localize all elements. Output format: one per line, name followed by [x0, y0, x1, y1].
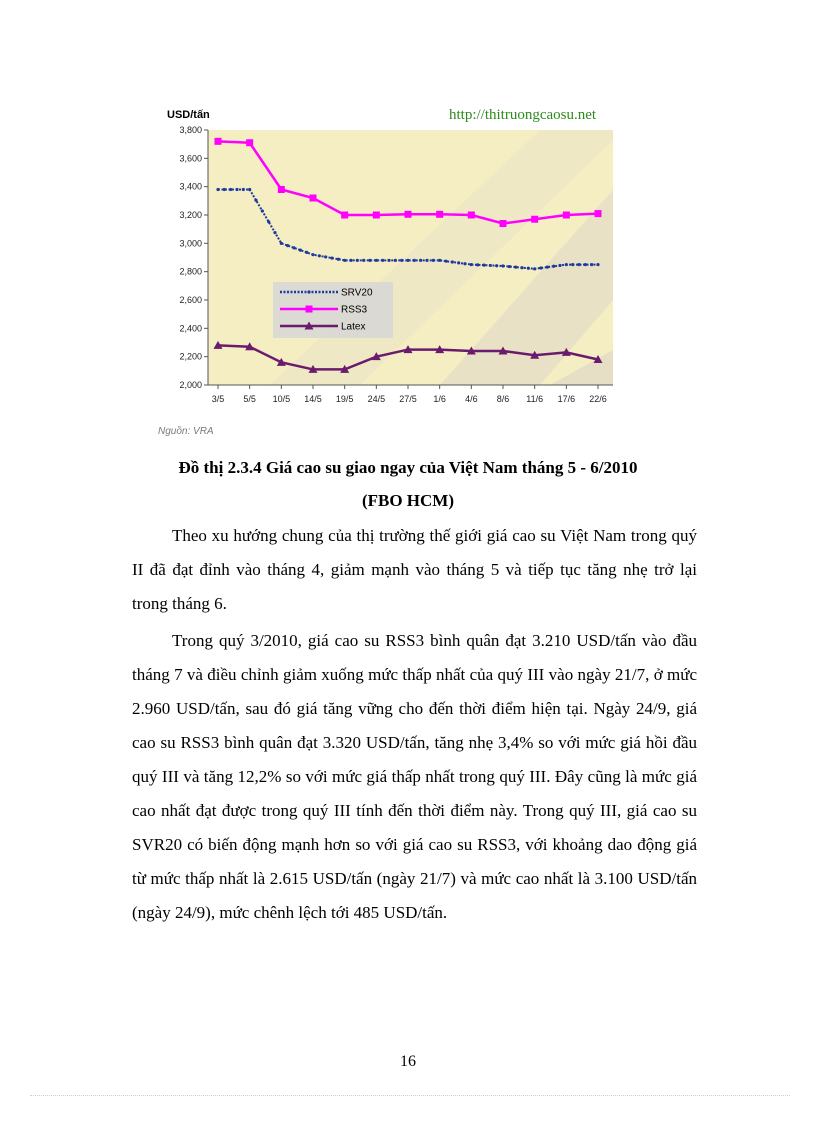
y-tick-label: 2,400: [179, 323, 202, 334]
data-point-rss3: [246, 139, 253, 146]
data-point-srv20: [520, 266, 523, 269]
y-tick-label: 3,000: [179, 238, 202, 249]
data-point-srv20: [356, 259, 359, 262]
data-point-srv20: [254, 199, 257, 202]
data-point-srv20: [299, 249, 302, 252]
legend-label-rss3: RSS3: [341, 304, 368, 316]
data-point-rss3: [341, 212, 348, 219]
data-point-srv20: [305, 251, 308, 254]
source-watermark: http://thitruongcaosu.net: [449, 107, 597, 123]
data-point-rss3: [215, 138, 222, 145]
data-point-srv20: [470, 263, 473, 266]
data-point-srv20: [280, 242, 283, 245]
x-tick-label: 4/6: [465, 394, 478, 404]
data-point-srv20: [216, 188, 219, 191]
data-point-srv20: [394, 259, 397, 262]
data-point-srv20: [577, 263, 580, 266]
x-tick-label: 11/6: [526, 394, 544, 404]
x-tick-label: 3/5: [211, 394, 225, 404]
data-point-srv20: [318, 254, 321, 257]
data-point-srv20: [590, 263, 593, 266]
data-point-srv20: [311, 253, 314, 256]
footer-rule: [30, 1095, 790, 1096]
data-point-srv20: [552, 265, 555, 268]
line-chart: [150, 100, 630, 440]
data-point-srv20: [558, 264, 561, 267]
data-point-srv20: [508, 265, 511, 268]
x-tick-label: 14/5: [304, 394, 322, 404]
data-point-rss3: [563, 212, 570, 219]
x-tick-label: 1/6: [433, 394, 446, 404]
data-point-srv20: [495, 264, 498, 267]
paragraph: Trong quý 3/2010, giá cao su RSS3 bình quân đạt 3.210 USD/tấn vào đầu tháng 7 và điều chỉnh giảm xuống mức thấp nhất của quý III vào ngày 21/7, ở mức 2.960 USD/tấn, sau đó giá tăng vững cho đến thời điểm hiện tại. Ngày 24/9, giá cao su RSS3 bình quân đạt 3.320 USD/tấn, tăng nhẹ 3,4% so với mức giá hồi đầu quý III và tăng 12,2% so với mức giá thấp nhất trong quý III. Đây cũng là mức giá cao nhất đạt được trong quý III tính đến thời điểm này. Trong quý III, giá cao su SVR20 có biến động mạnh hơn so với giá cao su RSS3, với khoảng dao động giá từ mức thấp nhất là 2.615 USD/tấn (ngày 21/7) và mức cao nhất là 3.100 USD/tấn (ngày 24/9), mức chênh lệch tới 485 USD/tấn.: [132, 631, 697, 922]
legend-marker-rss3: [306, 306, 313, 313]
data-point-srv20: [539, 266, 542, 269]
data-point-srv20: [375, 259, 378, 262]
data-point-rss3: [278, 186, 285, 193]
y-axis-unit: USD/tấn: [167, 109, 210, 121]
legend-marker-srv20: [307, 290, 310, 293]
paragraph: Theo xu hướng chung của thị trường thế giới giá cao su Việt Nam trong quý II đã đạt đỉnh vào tháng 4, giảm mạnh vào tháng 5 và tiếp tục tăng nhẹ trở lại trong tháng 6.: [132, 526, 697, 613]
data-point-srv20: [400, 259, 403, 262]
y-tick-label: 3,600: [179, 153, 202, 164]
data-point-srv20: [368, 259, 371, 262]
data-point-rss3: [310, 195, 317, 202]
data-point-srv20: [463, 262, 466, 265]
legend-label-srv20: SRV20: [341, 287, 373, 299]
data-point-srv20: [229, 188, 232, 191]
y-tick-label: 3,200: [179, 210, 202, 220]
data-point-srv20: [565, 263, 568, 266]
page-number: 16: [400, 1053, 416, 1070]
data-point-rss3: [595, 210, 602, 217]
y-tick-label: 3,800: [179, 125, 202, 135]
source-note: Nguồn: VRA: [158, 426, 214, 437]
data-point-srv20: [482, 264, 485, 267]
data-point-srv20: [248, 188, 251, 191]
x-tick-label: 10/5: [272, 394, 291, 404]
legend-label-latex: Latex: [341, 321, 366, 333]
data-point-srv20: [235, 188, 238, 191]
data-point-srv20: [438, 259, 441, 262]
y-tick-label: 2,000: [179, 380, 202, 390]
data-point-srv20: [337, 258, 340, 261]
data-point-srv20: [419, 259, 422, 262]
data-point-srv20: [584, 263, 587, 266]
y-tick-label: 2,200: [179, 351, 202, 362]
x-tick-label: 8/6: [496, 394, 510, 404]
data-point-srv20: [571, 263, 574, 266]
data-point-rss3: [468, 212, 475, 219]
data-point-srv20: [425, 259, 428, 262]
data-point-srv20: [533, 267, 536, 270]
data-point-srv20: [324, 255, 327, 258]
data-point-srv20: [261, 209, 264, 212]
data-point-srv20: [413, 259, 416, 262]
data-point-srv20: [444, 260, 447, 263]
y-tick-label: 3,400: [179, 181, 202, 192]
data-point-srv20: [292, 246, 295, 249]
data-point-srv20: [267, 220, 270, 223]
data-point-srv20: [343, 259, 346, 262]
data-point-srv20: [476, 263, 479, 266]
x-tick-label: 24/5: [367, 394, 386, 404]
data-point-srv20: [457, 261, 460, 264]
price-chart: [150, 100, 630, 440]
data-point-srv20: [273, 231, 276, 234]
data-point-srv20: [406, 259, 409, 262]
legend: [273, 282, 393, 338]
data-point-srv20: [223, 188, 226, 191]
data-point-srv20: [349, 259, 352, 262]
x-tick-label: 17/6: [557, 394, 576, 404]
data-point-srv20: [330, 256, 333, 259]
data-point-srv20: [381, 259, 384, 262]
data-point-srv20: [286, 244, 289, 247]
data-point-rss3: [373, 212, 380, 219]
data-point-srv20: [362, 259, 365, 262]
data-point-srv20: [546, 266, 549, 269]
y-tick-label: 2,800: [179, 266, 202, 277]
data-point-srv20: [451, 260, 454, 263]
data-point-rss3: [436, 211, 443, 218]
data-point-rss3: [500, 220, 507, 227]
data-point-rss3: [531, 216, 538, 223]
figure-caption-sub: (FBO HCM): [361, 491, 455, 510]
figure-caption: Đồ thị 2.3.4 Giá cao su giao ngay của Việt Nam tháng 5 - 6/2010: [178, 458, 638, 477]
data-point-srv20: [432, 259, 435, 262]
data-point-srv20: [527, 267, 530, 270]
data-point-srv20: [489, 264, 492, 267]
data-point-srv20: [596, 263, 599, 266]
data-point-srv20: [242, 188, 245, 191]
x-tick-label: 27/5: [399, 394, 417, 404]
data-point-rss3: [405, 211, 412, 218]
x-tick-label: 22/6: [589, 394, 607, 404]
data-point-srv20: [514, 266, 517, 269]
x-tick-label: 19/5: [335, 394, 354, 404]
y-tick-label: 2,600: [179, 295, 202, 305]
x-tick-label: 5/5: [243, 394, 256, 404]
data-point-srv20: [387, 259, 390, 262]
data-point-srv20: [501, 264, 504, 267]
